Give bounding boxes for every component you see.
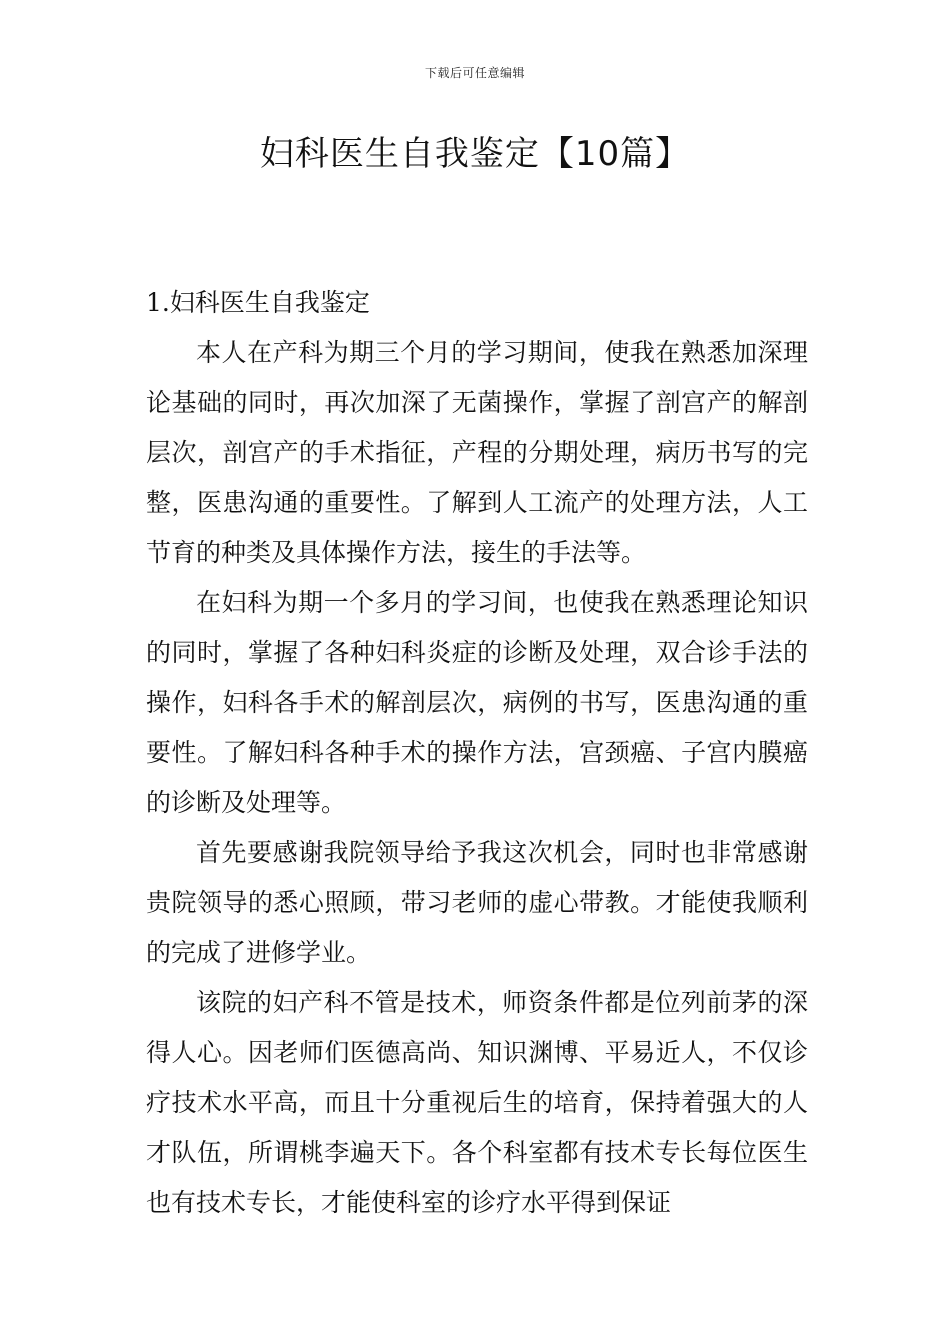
section-heading: 1.妇科医生自我鉴定: [146, 288, 370, 317]
header-note: 下载后可任意编辑: [424, 66, 525, 80]
document-body: [146, 278, 808, 1228]
paragraph-3: 首先要感谢我院领导给予我这次机会，同时也非常感谢贵院领导的悉心照顾，带习老师的虚心带教。才能使我顺利的完成了进修学业。: [146, 838, 808, 967]
paragraph-2: 在妇科为期一个多月的学习间，也使我在熟悉理论知识的同时，掌握了各种妇科炎症的诊断及处理，双合诊手法的操作，妇科各手术的解剖层次，病例的书写，医患沟通的重要性。了解妇科各种手术的操作方法，宫颈癌、子宫内膜癌的诊断及处理等。: [146, 588, 808, 817]
paragraph-1: 本人在产科为期三个月的学习期间，使我在熟悉加深理论基础的同时，再次加深了无菌操作，掌握了剖宫产的解剖层次，剖宫产的手术指征，产程的分期处理，病历书写的完整，医患沟通的重要性。了解到人工流产的处理方法，人工节育的种类及具体操作方法，接生的手法等。: [146, 338, 808, 567]
paragraph-4: 该院的妇产科不管是技术，师资条件都是位列前茅的深得人心。因老师们医德高尚、知识渊博、平易近人，不仅诊疗技术水平高，而且十分重视后生的培育，保持着强大的人才队伍，所谓桃李遍天下。各个科室都有技术专长每位医生也有技术专长，才能使科室的诊疗水平得到保证: [146, 988, 808, 1217]
document-title: 妇科医生自我鉴定【10篇】: [259, 134, 691, 174]
